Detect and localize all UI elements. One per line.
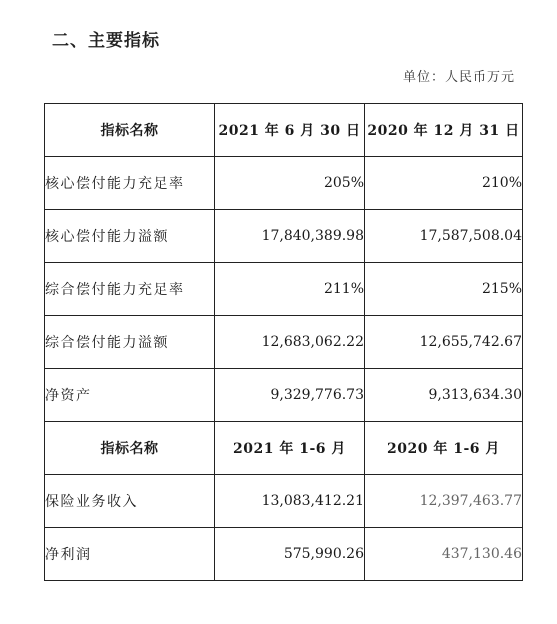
row-value-2020: 210% bbox=[365, 157, 523, 210]
row-label: 综合偿付能力溢额 bbox=[45, 316, 215, 369]
row-value-2021: 9,329,776.73 bbox=[215, 369, 365, 422]
row-value-2020: 12,655,742.67 bbox=[365, 316, 523, 369]
row-value-2021: 575,990.26 bbox=[215, 528, 365, 581]
row-value-2021: 17,840,389.98 bbox=[215, 210, 365, 263]
row-value-2021: 12,683,062.22 bbox=[215, 316, 365, 369]
table-row bbox=[45, 157, 523, 210]
header-2021-jun-30: 2021 年 6 月 30 日 bbox=[215, 104, 365, 157]
section-title: 二、主要指标 bbox=[52, 31, 160, 51]
row-value-2021: 211% bbox=[215, 263, 365, 316]
row-value-2020: 215% bbox=[365, 263, 523, 316]
header-2020-dec-31: 2020 年 12 月 31 日 bbox=[365, 104, 523, 157]
row-value-2021: 205% bbox=[215, 157, 365, 210]
table-row bbox=[45, 263, 523, 316]
table-header-row bbox=[45, 104, 523, 157]
row-value-2020: 9,313,634.30 bbox=[365, 369, 523, 422]
header-2020-jan-jun: 2020 年 1-6 月 bbox=[365, 422, 523, 475]
header-2021-jan-jun: 2021 年 1-6 月 bbox=[215, 422, 365, 475]
row-value-2020: 437,130.46 bbox=[365, 528, 523, 581]
row-value-2021: 13,083,412.21 bbox=[215, 475, 365, 528]
unit-note: 单位：人民币万元 bbox=[402, 70, 515, 85]
table-header-row bbox=[45, 422, 523, 475]
row-label: 核心偿付能力充足率 bbox=[45, 157, 215, 210]
table-row bbox=[45, 475, 523, 528]
row-value-2020: 17,587,508.04 bbox=[365, 210, 523, 263]
header-indicator-name: 指标名称 bbox=[45, 422, 215, 475]
table-row bbox=[45, 528, 523, 581]
row-label: 净资产 bbox=[45, 369, 215, 422]
table-row bbox=[45, 316, 523, 369]
metrics-table bbox=[44, 103, 523, 581]
table-row bbox=[45, 210, 523, 263]
row-label: 净利润 bbox=[45, 528, 215, 581]
row-value-2020: 12,397,463.77 bbox=[365, 475, 523, 528]
row-label: 保险业务收入 bbox=[45, 475, 215, 528]
table-row bbox=[45, 369, 523, 422]
header-indicator-name: 指标名称 bbox=[45, 104, 215, 157]
row-label: 综合偿付能力充足率 bbox=[45, 263, 215, 316]
row-label: 核心偿付能力溢额 bbox=[45, 210, 215, 263]
